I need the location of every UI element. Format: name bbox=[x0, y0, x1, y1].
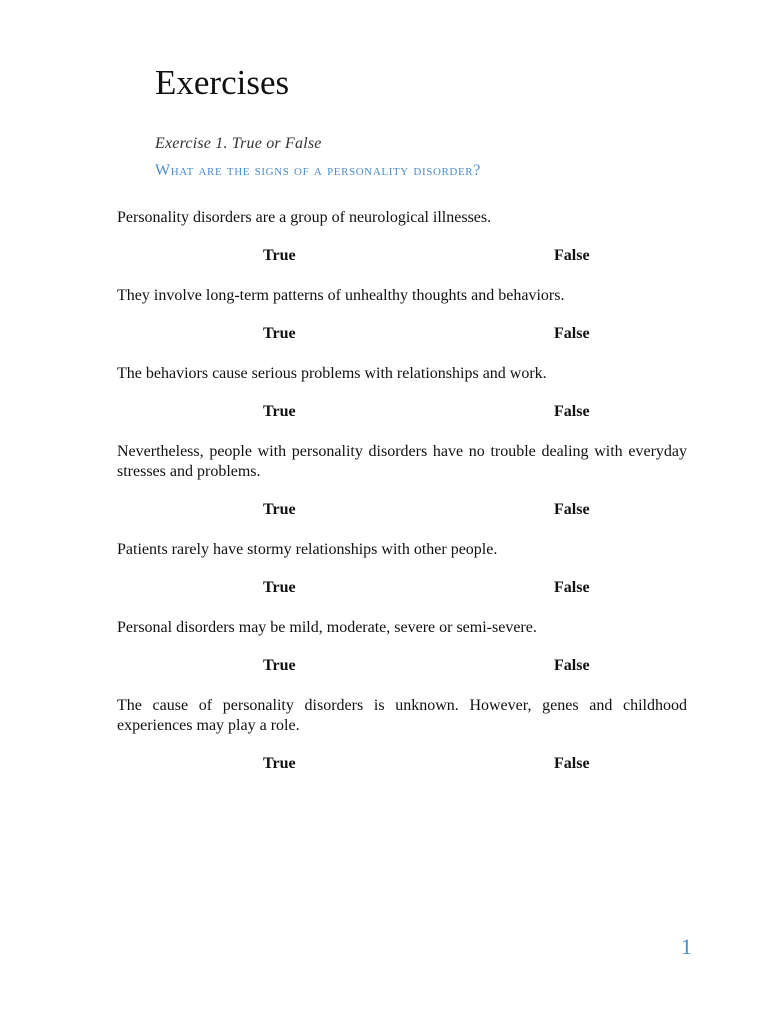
item-statement: The behaviors cause serious problems with relationships and work. bbox=[117, 365, 547, 382]
option-false[interactable]: False bbox=[554, 325, 590, 342]
option-true[interactable]: True bbox=[263, 403, 296, 420]
exercise-item bbox=[117, 618, 687, 677]
exercise-item bbox=[117, 696, 687, 775]
item-statement: The cause of personality disorders is unknown. However, genes and childhood experiences may play a role. bbox=[117, 697, 687, 734]
exercise-label: Exercise 1. True or False bbox=[155, 135, 322, 152]
item-statement: Patients rarely have stormy relationships with other people. bbox=[117, 541, 498, 558]
exercise-item bbox=[117, 286, 687, 345]
exercise-item bbox=[117, 442, 687, 521]
option-true[interactable]: True bbox=[263, 579, 296, 596]
item-statement: They involve long-term patterns of unhealthy thoughts and behaviors. bbox=[117, 287, 565, 304]
item-statement: Nevertheless, people with personality disorders have no trouble dealing with everyday stresses and problems. bbox=[117, 443, 687, 480]
page-number: 1 bbox=[681, 934, 692, 959]
exercise-item bbox=[117, 540, 687, 599]
option-false[interactable]: False bbox=[554, 755, 590, 772]
page-title: Exercises bbox=[155, 63, 290, 102]
true-false-options bbox=[117, 579, 687, 599]
true-false-options bbox=[117, 325, 687, 345]
section-question: What are the signs of a personality disorder? bbox=[155, 162, 481, 179]
option-true[interactable]: True bbox=[263, 247, 296, 264]
item-statement: Personality disorders are a group of neurological illnesses. bbox=[117, 209, 492, 226]
option-true[interactable]: True bbox=[263, 657, 296, 674]
exercise-item bbox=[117, 208, 687, 267]
option-false[interactable]: False bbox=[554, 247, 590, 264]
true-false-options bbox=[117, 755, 687, 775]
option-false[interactable]: False bbox=[554, 579, 590, 596]
option-false[interactable]: False bbox=[554, 403, 590, 420]
option-true[interactable]: True bbox=[263, 755, 296, 772]
option-false[interactable]: False bbox=[554, 657, 590, 674]
exercise-item bbox=[117, 364, 687, 423]
true-false-options bbox=[117, 403, 687, 423]
option-true[interactable]: True bbox=[263, 501, 296, 518]
item-statement: Personal disorders may be mild, moderate, severe or semi-severe. bbox=[117, 619, 537, 636]
option-true[interactable]: True bbox=[263, 325, 296, 342]
true-false-options bbox=[117, 501, 687, 521]
true-false-options bbox=[117, 247, 687, 267]
true-false-options bbox=[117, 657, 687, 677]
option-false[interactable]: False bbox=[554, 501, 590, 518]
exercise-items bbox=[117, 208, 687, 794]
